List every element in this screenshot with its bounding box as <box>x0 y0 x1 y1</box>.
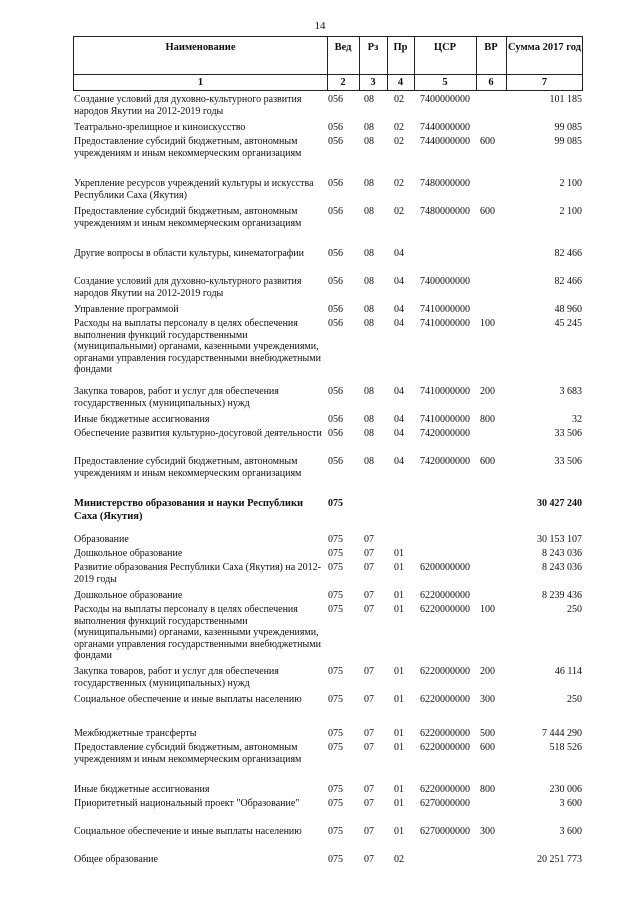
cell-rz: 07 <box>364 590 374 601</box>
cell-csr: 6220000000 <box>420 666 470 677</box>
cell-csr: 6220000000 <box>420 728 470 739</box>
cell-csr: 7420000000 <box>420 456 470 467</box>
header-col-number: 6 <box>488 77 494 88</box>
cell-sum: 518 526 <box>549 742 582 753</box>
cell-sum: 32 <box>572 414 582 425</box>
cell-rz: 08 <box>364 318 374 329</box>
cell-name: Закупка товаров, работ и услуг для обеспечения государственных (муниципальных) нужд <box>74 386 279 409</box>
cell-ved: 075 <box>328 826 343 837</box>
cell-rz: 08 <box>364 414 374 425</box>
cell-name: Другие вопросы в области культуры, кинематографии <box>74 248 304 259</box>
cell-csr: 6220000000 <box>420 604 470 615</box>
cell-vr: 800 <box>480 784 495 795</box>
cell-ved: 056 <box>328 206 343 217</box>
cell-rz: 07 <box>364 728 374 739</box>
cell-sum: 2 100 <box>559 206 582 217</box>
cell-rz: 08 <box>364 386 374 397</box>
cell-pr: 04 <box>394 386 404 397</box>
cell-name: Развитие образования Республики Саха (Якутия) на 2012-2019 годы <box>74 562 322 585</box>
cell-rz: 07 <box>364 798 374 809</box>
cell-ved: 075 <box>328 562 343 573</box>
cell-vr: 200 <box>480 386 495 397</box>
cell-sum: 99 085 <box>554 136 582 147</box>
cell-pr: 02 <box>394 122 404 133</box>
cell-vr: 600 <box>480 136 495 147</box>
cell-sum: 7 444 290 <box>542 728 582 739</box>
header-vr: ВР <box>484 42 498 53</box>
cell-csr: 7410000000 <box>420 318 470 329</box>
cell-sum: 8 243 036 <box>542 562 582 573</box>
header-rz: Рз <box>367 42 379 53</box>
cell-pr: 01 <box>394 798 404 809</box>
cell-rz: 08 <box>364 428 374 439</box>
cell-pr: 01 <box>394 562 404 573</box>
cell-ved: 075 <box>328 784 343 795</box>
cell-pr: 04 <box>394 414 404 425</box>
cell-name: Иные бюджетные ассигнования <box>74 414 210 425</box>
cell-rz: 07 <box>364 534 374 545</box>
cell-name: Дошкольное образование <box>74 548 183 559</box>
cell-pr: 01 <box>394 784 404 795</box>
cell-sum: 45 245 <box>554 318 582 329</box>
cell-rz: 08 <box>364 122 374 133</box>
cell-sum: 230 006 <box>549 784 582 795</box>
cell-vr: 200 <box>480 666 495 677</box>
cell-ved: 056 <box>328 178 343 189</box>
cell-ved: 056 <box>328 122 343 133</box>
cell-pr: 01 <box>394 548 404 559</box>
cell-ved: 056 <box>328 304 343 315</box>
cell-name: Дошкольное образование <box>74 590 183 601</box>
header-ved: Вед <box>334 42 352 53</box>
cell-name: Театрально-зрелищное и киноискусство <box>74 122 246 133</box>
cell-ved: 075 <box>328 498 343 509</box>
cell-sum: 250 <box>567 604 582 615</box>
cell-sum: 33 506 <box>554 428 582 439</box>
cell-ved: 075 <box>328 590 343 601</box>
cell-csr: 7480000000 <box>420 206 470 217</box>
header-col-number: 1 <box>197 77 204 88</box>
header-pr: Пр <box>393 42 408 53</box>
cell-pr: 02 <box>394 206 404 217</box>
cell-name: Расходы на выплаты персоналу в целях обеспечения выполнения функций государственными (муниципальными) органами, казенными учреждениями, органами управления государственными внебюджетными фондами <box>74 604 321 661</box>
cell-name: Социальное обеспечение и иные выплаты населению <box>74 826 302 837</box>
cell-csr: 6200000000 <box>420 562 470 573</box>
cell-pr: 04 <box>394 304 404 315</box>
cell-name: Создание условий для духовно-культурного развития народов Якутии на 2012-2019 годы <box>74 94 302 117</box>
cell-ved: 075 <box>328 742 343 753</box>
cell-name: Общее образование <box>74 854 158 865</box>
cell-rz: 07 <box>364 666 374 677</box>
cell-ved: 056 <box>328 276 343 287</box>
cell-name: Создание условий для духовно-культурного развития народов Якутии на 2012-2019 годы <box>74 276 302 299</box>
cell-name: Социальное обеспечение и иные выплаты населению <box>74 694 302 705</box>
cell-name: Закупка товаров, работ и услуг для обеспечения государственных (муниципальных) нужд <box>74 666 279 689</box>
header-col-number: 4 <box>397 77 404 88</box>
cell-pr: 01 <box>394 666 404 677</box>
cell-name: Управление программой <box>74 304 179 315</box>
cell-pr: 02 <box>394 854 404 865</box>
cell-rz: 08 <box>364 276 374 287</box>
cell-vr: 300 <box>480 694 495 705</box>
cell-csr: 7400000000 <box>420 276 470 287</box>
cell-csr: 7410000000 <box>420 414 470 425</box>
cell-name: Иные бюджетные ассигнования <box>74 784 210 795</box>
cell-rz: 08 <box>364 178 374 189</box>
cell-sum: 99 085 <box>554 122 582 133</box>
cell-name: Обеспечение развития культурно-досуговой деятельности <box>74 428 322 439</box>
cell-ved: 075 <box>328 694 343 705</box>
header-col-number: 5 <box>442 77 448 88</box>
header-divider <box>74 74 582 75</box>
cell-csr: 7420000000 <box>420 428 470 439</box>
cell-rz: 07 <box>364 604 374 615</box>
cell-vr: 600 <box>480 206 495 217</box>
cell-sum: 250 <box>567 694 582 705</box>
cell-pr: 01 <box>394 590 404 601</box>
cell-ved: 056 <box>328 414 343 425</box>
cell-ved: 075 <box>328 666 343 677</box>
cell-name: Образование <box>74 534 129 545</box>
cell-csr: 7400000000 <box>420 94 470 105</box>
cell-rz: 07 <box>364 694 374 705</box>
cell-rz: 08 <box>364 206 374 217</box>
cell-name: Предоставление субсидий бюджетным, автономным учреждениям и иным некоммерческим организациям <box>74 136 302 159</box>
cell-sum: 3 600 <box>559 826 582 837</box>
cell-csr: 7480000000 <box>420 178 470 189</box>
cell-ved: 056 <box>328 318 343 329</box>
cell-vr: 100 <box>480 604 495 615</box>
cell-csr: 6220000000 <box>420 742 470 753</box>
cell-name: Предоставление субсидий бюджетным, автономным учреждениям и иным некоммерческим организациям <box>74 206 302 229</box>
cell-pr: 02 <box>394 94 404 105</box>
cell-ved: 075 <box>328 548 343 559</box>
cell-csr: 6270000000 <box>420 798 470 809</box>
cell-pr: 01 <box>394 694 404 705</box>
cell-csr: 6270000000 <box>420 826 470 837</box>
cell-csr: 7440000000 <box>420 122 470 133</box>
cell-ved: 056 <box>328 386 343 397</box>
cell-sum: 30 427 240 <box>537 498 582 509</box>
cell-name: Предоставление субсидий бюджетным, автономным учреждениям и иным некоммерческим организациям <box>74 456 302 479</box>
page-number: 14 <box>314 20 326 32</box>
cell-rz: 08 <box>364 456 374 467</box>
cell-rz: 07 <box>364 548 374 559</box>
cell-sum: 20 251 773 <box>537 854 582 865</box>
header-col-number: 7 <box>541 77 548 88</box>
cell-name: Расходы на выплаты персоналу в целях обеспечения выполнения функций государственными (муниципальными) органами, казенными учреждениями, органами управления государственными внебюджетными фондами <box>74 318 321 375</box>
cell-ved: 056 <box>328 94 343 105</box>
cell-pr: 02 <box>394 136 404 147</box>
cell-sum: 2 100 <box>559 178 582 189</box>
cell-rz: 07 <box>364 784 374 795</box>
cell-sum: 3 683 <box>559 386 582 397</box>
cell-csr: 6220000000 <box>420 694 470 705</box>
header-sum: Сумма 2017 год <box>508 42 581 53</box>
cell-rz: 08 <box>364 136 374 147</box>
cell-sum: 33 506 <box>554 456 582 467</box>
cell-name: Министерство образования и науки Республики Саха (Якутия) <box>74 498 304 522</box>
cell-name: Укрепление ресурсов учреждений культуры и искусства Республики Саха (Якутия) <box>74 178 314 201</box>
cell-vr: 800 <box>480 414 495 425</box>
cell-csr: 7410000000 <box>420 304 470 315</box>
cell-sum: 82 466 <box>554 248 582 259</box>
cell-sum: 3 600 <box>559 798 582 809</box>
cell-csr: 6220000000 <box>420 590 470 601</box>
header-name: Наименование <box>165 42 236 53</box>
cell-vr: 300 <box>480 826 495 837</box>
cell-ved: 056 <box>328 248 343 259</box>
cell-csr: 6220000000 <box>420 784 470 795</box>
cell-sum: 82 466 <box>554 276 582 287</box>
cell-ved: 075 <box>328 798 343 809</box>
cell-rz: 07 <box>364 854 374 865</box>
cell-pr: 01 <box>394 742 404 753</box>
cell-ved: 075 <box>328 604 343 615</box>
cell-sum: 8 239 436 <box>542 590 582 601</box>
cell-sum: 46 114 <box>554 666 582 677</box>
cell-name: Предоставление субсидий бюджетным, автономным учреждениям и иным некоммерческим организациям <box>74 742 302 765</box>
header-col-number: 3 <box>370 77 376 88</box>
cell-ved: 056 <box>328 428 343 439</box>
header-csr: ЦСР <box>433 42 457 53</box>
cell-pr: 04 <box>394 318 404 329</box>
cell-rz: 08 <box>364 94 374 105</box>
cell-sum: 101 185 <box>549 94 582 105</box>
cell-rz: 07 <box>364 742 374 753</box>
cell-vr: 600 <box>480 456 495 467</box>
cell-pr: 01 <box>394 604 404 615</box>
cell-pr: 01 <box>394 826 404 837</box>
cell-pr: 02 <box>394 178 404 189</box>
cell-csr: 7410000000 <box>420 386 470 397</box>
cell-vr: 100 <box>480 318 495 329</box>
cell-rz: 08 <box>364 248 374 259</box>
cell-pr: 04 <box>394 276 404 287</box>
cell-ved: 075 <box>328 854 343 865</box>
cell-pr: 01 <box>394 728 404 739</box>
cell-ved: 056 <box>328 136 343 147</box>
cell-csr: 7440000000 <box>420 136 470 147</box>
cell-rz: 08 <box>364 304 374 315</box>
cell-rz: 07 <box>364 562 374 573</box>
table-header <box>73 36 583 91</box>
cell-sum: 30 153 107 <box>537 534 582 545</box>
cell-sum: 48 960 <box>554 304 582 315</box>
cell-vr: 600 <box>480 742 495 753</box>
header-col-number: 2 <box>340 77 346 88</box>
cell-ved: 075 <box>328 534 343 545</box>
cell-pr: 04 <box>394 248 404 259</box>
cell-name: Приоритетный национальный проект "Образование" <box>74 798 300 809</box>
cell-pr: 04 <box>394 456 404 467</box>
cell-sum: 8 243 036 <box>542 548 582 559</box>
cell-name: Межбюджетные трансферты <box>74 728 197 739</box>
cell-ved: 056 <box>328 456 343 467</box>
cell-ved: 075 <box>328 728 343 739</box>
cell-rz: 07 <box>364 826 374 837</box>
cell-vr: 500 <box>480 728 495 739</box>
cell-pr: 04 <box>394 428 404 439</box>
